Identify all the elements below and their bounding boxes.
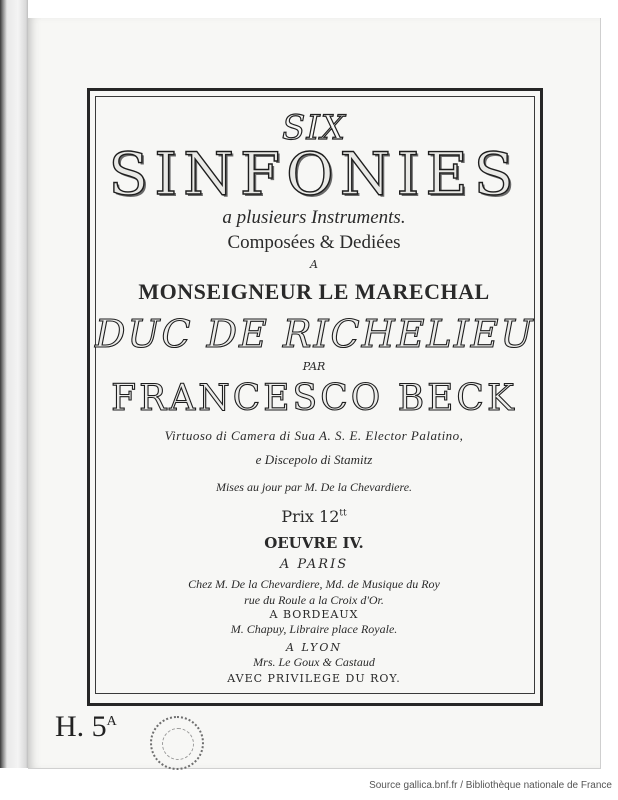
place-bordeaux: A BORDEAUX	[269, 608, 359, 621]
place-paris: A PARIS	[279, 557, 349, 572]
par-label: PAR	[302, 360, 326, 373]
bleed-through-text	[230, 62, 530, 84]
bordeaux-seller: M. Chapuy, Libraire place Royale.	[230, 622, 398, 636]
paris-address-line2: rue du Roule a la Croix d'Or.	[244, 593, 384, 607]
shelfmark-sup: A	[106, 714, 117, 729]
dedication-line: Composées & Dediées	[227, 232, 401, 253]
price-unit: tt	[339, 508, 347, 519]
privilege-line: AVEC PRIVILEGE DU ROY.	[227, 672, 401, 685]
composer-teacher: e Discepolo di Stamitz	[255, 452, 373, 467]
book-binding-edge	[0, 0, 28, 768]
source-credit: Source gallica.bnf.fr / Bibliothèque nationale de France	[369, 780, 612, 791]
library-stamp	[150, 716, 204, 770]
shelfmark	[55, 710, 117, 744]
paris-address-line1: Chez M. De la Chevardiere, Md. de Musique du Roy	[188, 577, 440, 591]
composer-position: Virtuoso di Camera di Sua A. S. E. Elector Palatino,	[164, 428, 464, 443]
price-text: Prix 12	[281, 507, 340, 526]
dedication-a: A	[310, 258, 318, 271]
dedicatee-title: MONSEIGNEUR LE MARECHAL	[138, 279, 490, 304]
shelfmark-text: H. 5	[55, 710, 107, 743]
composer-name: FRANCESCO BECK	[111, 378, 517, 419]
lyon-seller: Mrs. Le Goux & Castaud	[253, 655, 375, 669]
publisher-note: Mises au jour par M. De la Chevardiere.	[215, 480, 413, 494]
paris-address	[95, 576, 533, 608]
title-six: SIX	[282, 108, 346, 148]
opus-number: OEUVRE IV.	[264, 534, 364, 552]
place-lyon: A LYON	[286, 641, 342, 654]
title-sinfonies: SINFONIES	[108, 140, 520, 208]
subtitle-instruments: a plusieurs Instruments.	[222, 207, 406, 228]
dedicatee-name: DUC DE RICHELIEU	[95, 312, 535, 356]
price	[95, 507, 533, 526]
